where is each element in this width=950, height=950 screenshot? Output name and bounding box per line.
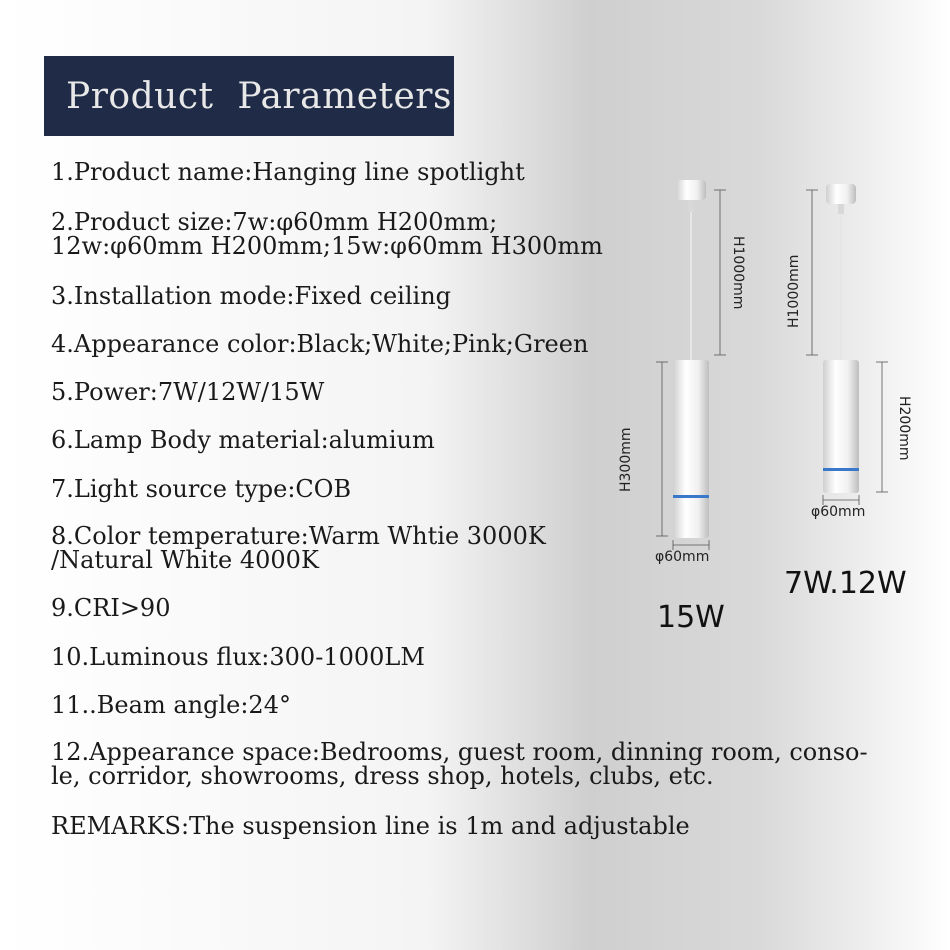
lamp712-diameter: φ60mm xyxy=(811,504,866,520)
param-item: 6.Lamp Body material:alumium xyxy=(51,426,435,454)
lamp-body xyxy=(823,360,859,493)
param-item: 3.Installation mode:Fixed ceiling xyxy=(51,282,452,310)
lamp-body xyxy=(673,360,709,538)
lamp-712w-illustration xyxy=(806,184,888,505)
param-item: 7.Light source type:COB xyxy=(51,475,352,503)
lamp712-power: 7W.12W xyxy=(784,566,907,601)
param-item: 4.Appearance color:Black;White;Pink;Green xyxy=(51,330,589,358)
param-item: 9.CRI>90 xyxy=(51,594,171,622)
lamp712-body-dim: H200mm xyxy=(896,396,912,461)
lamp15-wire-dim: H1000mm xyxy=(730,236,746,310)
lamp15-power: 15W xyxy=(657,600,725,635)
param-item: 5.Power:7W/12W/15W xyxy=(51,378,325,406)
lamp-15w-illustration xyxy=(656,180,726,550)
lamp15-diameter: φ60mm xyxy=(655,549,710,565)
param-item: 10.Luminous flux:300-1000LM xyxy=(51,643,425,671)
param-item: 12.Appearance space:Bedrooms, guest room, dinning room, conso- le, corridor, showrooms, dress shop, hotels, clubs, etc. xyxy=(51,738,868,790)
title-banner xyxy=(44,56,454,136)
lamp712-wire-dim: H1000mm xyxy=(786,254,802,328)
ceiling-canopy xyxy=(826,184,856,204)
accent-ring xyxy=(673,495,709,498)
param-item: 2.Product size:7w:φ60mm H200mm; 12w:φ60mm H200mm;15w:φ60mm H300mm xyxy=(51,210,603,258)
param-item: 8.Color temperature:Warm Whtie 3000K /Natural White 4000K xyxy=(51,522,546,574)
param-item: 11..Beam angle:24° xyxy=(51,691,291,719)
page-title: Product Parameters xyxy=(66,75,452,117)
ceiling-canopy xyxy=(676,180,706,200)
accent-ring xyxy=(823,468,859,471)
param-item: 1.Product name:Hanging line spotlight xyxy=(51,158,525,186)
lamp15-body-dim: H300mm xyxy=(618,427,634,492)
remarks-text: REMARKS:The suspension line is 1m and adjustable xyxy=(51,812,690,840)
